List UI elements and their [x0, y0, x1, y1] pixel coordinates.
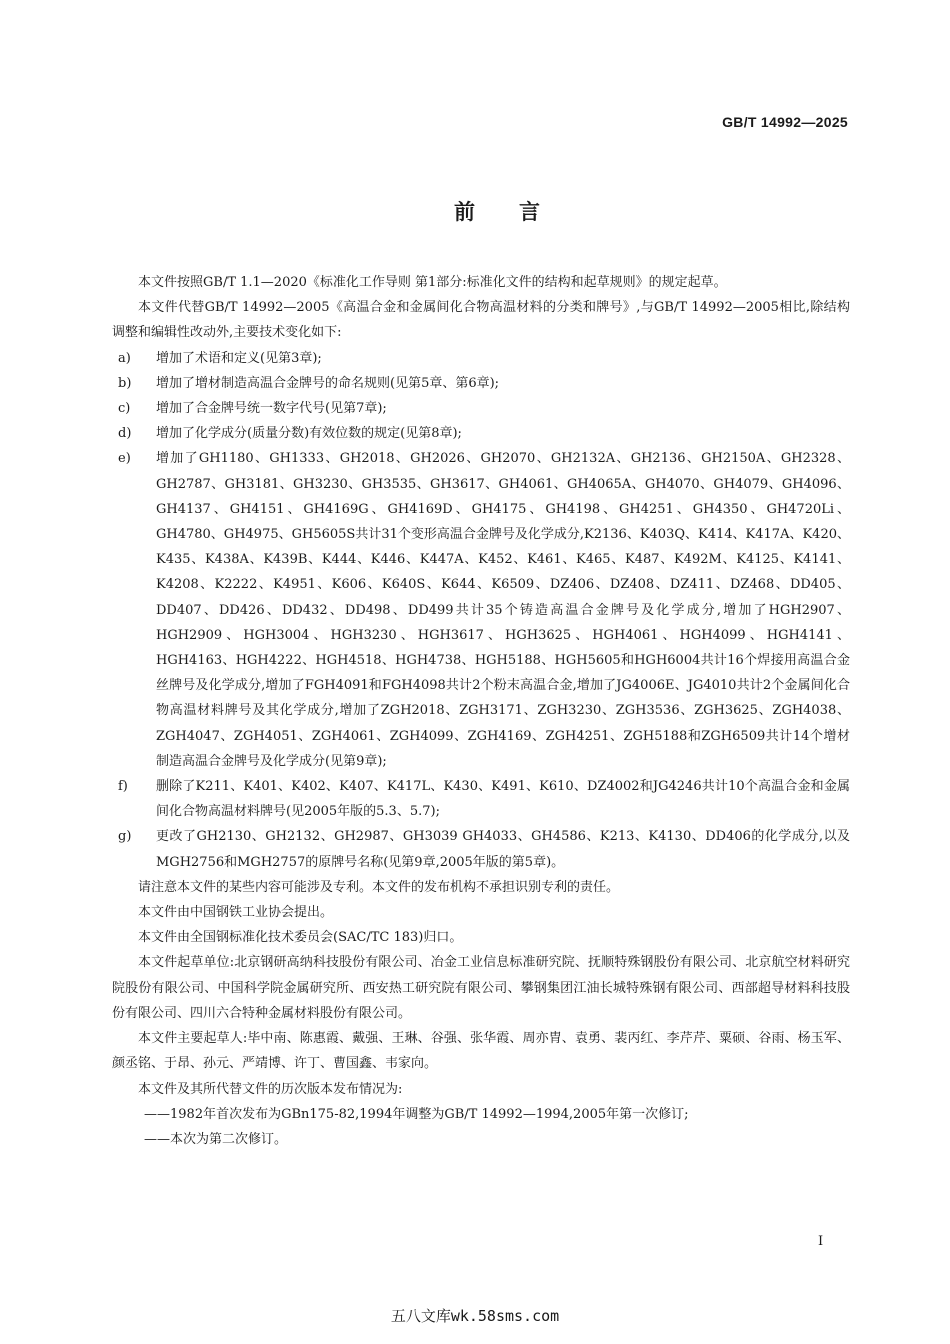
history-item-second: ——本次为第二次修订。 [144, 1131, 288, 1147]
site-watermark: 五八文库wk.58sms.com [390, 1307, 560, 1325]
paragraph-drafting-units: 本文件起草单位:北京钢研高纳科技股份有限公司、冶金工业信息标准研究院、抚顺特殊钢股份有限公司、北京航空材料研究院股份有限公司、中国科学院金属研究所、西安热工研究院有限公司、攀钢集团江油长城特殊钢有限公司、西部超导材料科技股份有限公司、四川六合特种金属材料股份有限公司。 [112, 955, 850, 1021]
paragraph-patent-notice: 请注意本文件的某些内容可能涉及专利。本文件的发布机构不承担识别专利的责任。 [138, 879, 620, 895]
list-item-label: e) [118, 451, 131, 467]
list-item-text: 增加了增材制造高温合金牌号的命名规则(见第5章、第6章); [156, 375, 500, 391]
list-item-label: b) [118, 375, 132, 391]
paragraph-proposer: 本文件由中国钢铁工业协会提出。 [138, 905, 334, 921]
list-item-label: g) [118, 829, 132, 845]
list-item [112, 824, 850, 874]
paragraph-drafting-rules: 本文件按照GB/T 1.1—2020《标准化工作导则 第1部分:标准化文件的结构和起草规则》的规定起草。 [138, 275, 727, 290]
list-item [112, 346, 850, 371]
list-item-label: c) [118, 401, 131, 417]
list-item-text: 更改了GH2130、GH2132、GH2987、GH3039 GH4033、GH4586、K213、K4130、DD406的化学成分,以及MGH2756和MGH2757的原牌号名称(见第9章,2005年版的第5章)。 [156, 829, 850, 870]
foreword-body [112, 270, 850, 1152]
list-item [112, 774, 850, 824]
list-item [112, 446, 850, 774]
list-item-label: f) [118, 779, 128, 795]
list-item [112, 396, 850, 421]
list-item-label: a) [118, 350, 131, 366]
page-title: 前言 [454, 200, 584, 224]
list-item-text: 增加了GH1180、GH1333、GH2018、GH2026、GH2070、GH2132A、GH2136、GH2150A、GH2328、GH2787、GH3181、GH3230、GH3535、GH3617、GH4061、GH4065A、GH4070、GH4079、GH4096、GH4137、GH4151、GH4169G、GH4169D、GH4175、GH4198、GH4251、GH4350、GH4720Li、GH4780、GH4975、GH5605S共计31个变形高温合金牌号及化学成分,K2136、K403Q、K414、K417A、K420、K435、K438A、K439B、K444、K446、K447A、K452、K461、K465、K487、K492M、K4125、K4141、K4208、K2222、K4951、K606、K640S、K644、K6509、DZ406、DZ408、DZ411、DZ468、DD405、DD407、DD426、DD432、DD498、DD499共计35个铸造高温合金牌号及化学成分,增加了HGH2907、HGH2909、HGH3004、HGH3230、HGH3617、HGH3625、HGH4061、HGH4099、HGH4141、HGH4163、HGH4222、HGH4518、HGH4738、HGH5188、HGH5605和HGH6004共计16个焊接用高温合金丝牌号及化学成分,增加了FGH4091和FGH4098共计2个粉末高温合金,增加了JG4006E、JG4010共计2个金属间化合物高温材料牌号及其化学成分,增加了ZGH2018、ZGH3171、ZGH3230、ZGH3536、ZGH3625、ZGH4038、ZGH4047、ZGH4051、ZGH4061、ZGH4099、ZGH4169、ZGH4251、ZGH5188和ZGH6509共计14个增材制造高温合金牌号及化学成分(见第9章); [156, 451, 850, 769]
list-item [112, 421, 850, 446]
standard-code: GB/T 14992—2025 [722, 114, 848, 130]
page-number: I [818, 1234, 824, 1249]
paragraph-technical-committee: 本文件由全国钢标准化技术委员会(SAC/TC 183)归口。 [138, 930, 463, 946]
list-item-label: d) [118, 426, 132, 442]
list-item-text: 增加了术语和定义(见第3章); [156, 350, 322, 366]
list-item-text: 增加了化学成分(质量分数)有效位数的规定(见第8章); [156, 426, 462, 442]
paragraph-drafters: 本文件主要起草人:毕中南、陈惠霞、戴强、王琳、谷强、张华霞、周亦胄、袁勇、裴丙红、李芹芹、粟硕、谷雨、杨玉军、颜丞铭、于昂、孙元、严靖博、许丁、曹国鑫、韦家向。 [112, 1031, 850, 1072]
paragraph-replacement: 本文件代替GB/T 14992—2005《高温合金和金属间化合物高温材料的分类和牌号》,与GB/T 14992—2005相比,除结构调整和编辑性改动外,主要技术变化如下: [112, 300, 850, 341]
paragraph-history-intro: 本文件及其所代替文件的历次版本发布情况为: [138, 1081, 403, 1097]
list-item-text: 增加了合金牌号统一数字代号(见第7章); [156, 401, 387, 417]
history-item-first: ——1982年首次发布为GBn175-82,1994年调整为GB/T 14992—1994,2005年第一次修订; [144, 1106, 689, 1122]
list-item-text: 删除了K211、K401、K402、K407、K417L、K430、K491、K610、DZ4002和JG4246共计10个高温合金和金属间化合物高温材料牌号(见2005年版的5.3、5.7); [156, 779, 850, 820]
list-item [112, 371, 850, 396]
